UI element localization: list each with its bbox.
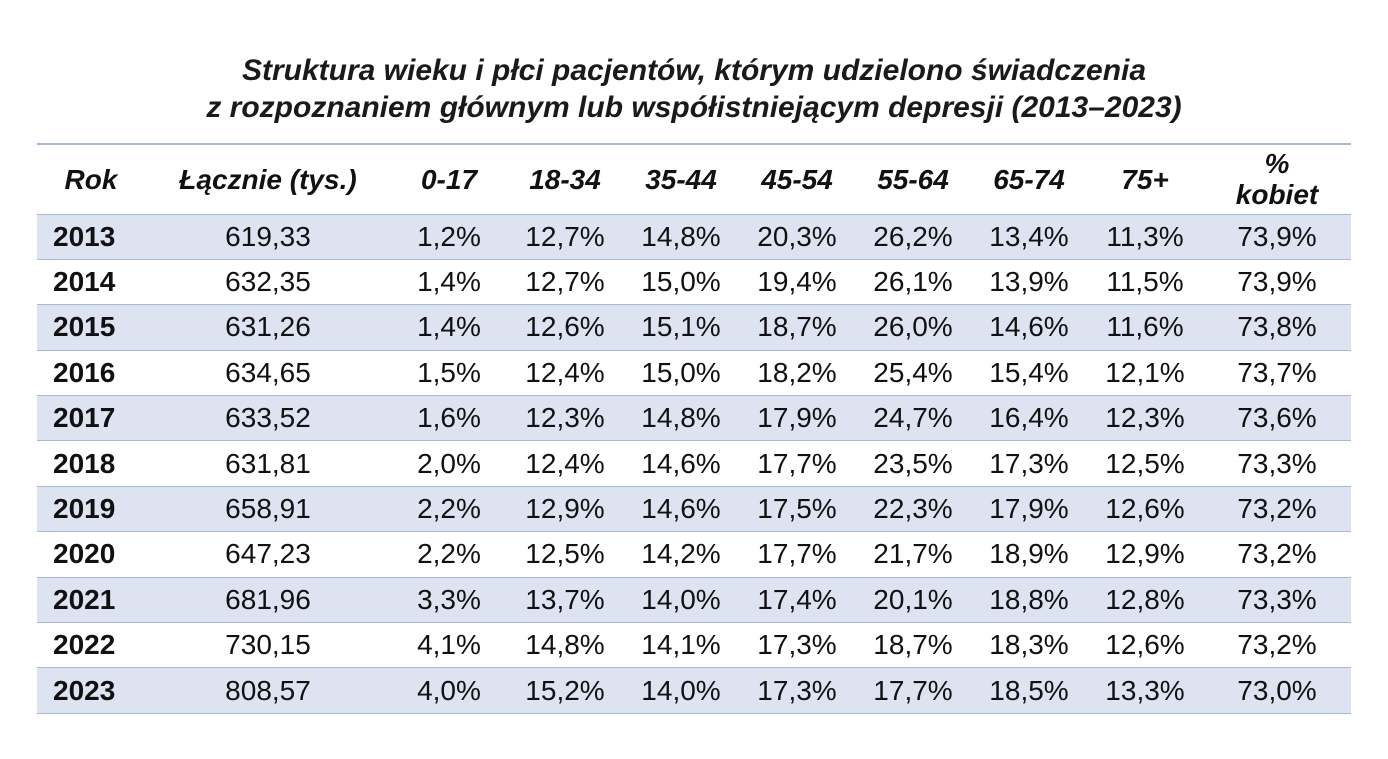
percent-women-cell: 73,9% xyxy=(1203,259,1351,304)
age-35-44-cell: 15,1% xyxy=(623,305,739,350)
age-35-44-cell: 14,8% xyxy=(623,214,739,259)
age-0-17-cell: 1,5% xyxy=(391,350,507,395)
percent-women-cell: 73,2% xyxy=(1203,623,1351,668)
total-cell: 647,23 xyxy=(145,532,391,577)
age-65-74-cell: 13,9% xyxy=(971,259,1087,304)
year-cell: 2019 xyxy=(37,486,145,531)
column-header-age-75-plus: 75+ xyxy=(1087,144,1203,214)
column-header-age-65-74: 65-74 xyxy=(971,144,1087,214)
age-35-44-cell: 14,0% xyxy=(623,668,739,713)
age-18-34-cell: 12,4% xyxy=(507,441,623,486)
year-cell: 2014 xyxy=(37,259,145,304)
age-0-17-cell: 2,2% xyxy=(391,486,507,531)
column-header-age-45-54: 45-54 xyxy=(739,144,855,214)
age-55-64-cell: 17,7% xyxy=(855,668,971,713)
age-18-34-cell: 12,5% xyxy=(507,532,623,577)
age-18-34-cell: 12,6% xyxy=(507,305,623,350)
percent-women-cell: 73,0% xyxy=(1203,668,1351,713)
age-0-17-cell: 2,0% xyxy=(391,441,507,486)
age-75-plus-cell: 11,6% xyxy=(1087,305,1203,350)
column-header-age-35-44: 35-44 xyxy=(623,144,739,214)
age-75-plus-cell: 12,3% xyxy=(1087,396,1203,441)
age-75-plus-cell: 12,8% xyxy=(1087,577,1203,622)
table-row xyxy=(37,441,1351,486)
total-cell: 681,96 xyxy=(145,577,391,622)
age-0-17-cell: 2,2% xyxy=(391,532,507,577)
column-header-age-18-34: 18-34 xyxy=(507,144,623,214)
age-45-54-cell: 19,4% xyxy=(739,259,855,304)
data-table xyxy=(37,143,1351,714)
age-35-44-cell: 15,0% xyxy=(623,350,739,395)
total-cell: 634,65 xyxy=(145,350,391,395)
age-75-plus-cell: 11,5% xyxy=(1087,259,1203,304)
table-title-line-1: Struktura wieku i płci pacjentów, którym udzielono świadczenia xyxy=(241,54,1147,87)
age-65-74-cell: 18,8% xyxy=(971,577,1087,622)
age-55-64-cell: 20,1% xyxy=(855,577,971,622)
age-0-17-cell: 3,3% xyxy=(391,577,507,622)
year-cell: 2017 xyxy=(37,396,145,441)
column-header-age-55-64: 55-64 xyxy=(855,144,971,214)
table-title xyxy=(0,52,1388,126)
age-35-44-cell: 14,8% xyxy=(623,396,739,441)
age-75-plus-cell: 12,6% xyxy=(1087,486,1203,531)
age-45-54-cell: 18,2% xyxy=(739,350,855,395)
year-cell: 2013 xyxy=(37,214,145,259)
age-0-17-cell: 4,1% xyxy=(391,623,507,668)
age-0-17-cell: 1,2% xyxy=(391,214,507,259)
age-35-44-cell: 15,0% xyxy=(623,259,739,304)
age-65-74-cell: 13,4% xyxy=(971,214,1087,259)
age-35-44-cell: 14,0% xyxy=(623,577,739,622)
age-75-plus-cell: 12,6% xyxy=(1087,623,1203,668)
age-65-74-cell: 18,3% xyxy=(971,623,1087,668)
age-65-74-cell: 18,9% xyxy=(971,532,1087,577)
age-75-plus-cell: 11,3% xyxy=(1087,214,1203,259)
age-35-44-cell: 14,2% xyxy=(623,532,739,577)
column-header-age-0-17: 0-17 xyxy=(391,144,507,214)
table-row xyxy=(37,577,1351,622)
age-65-74-cell: 15,4% xyxy=(971,350,1087,395)
age-35-44-cell: 14,6% xyxy=(623,441,739,486)
age-75-plus-cell: 12,9% xyxy=(1087,532,1203,577)
age-65-74-cell: 18,5% xyxy=(971,668,1087,713)
column-header-percent-women-line-2: kobiet xyxy=(1235,179,1319,211)
percent-women-cell: 73,2% xyxy=(1203,532,1351,577)
age-18-34-cell: 14,8% xyxy=(507,623,623,668)
year-cell: 2018 xyxy=(37,441,145,486)
column-header-percent-women-line-1: % xyxy=(1264,148,1290,180)
age-35-44-cell: 14,1% xyxy=(623,623,739,668)
age-18-34-cell: 12,7% xyxy=(507,259,623,304)
age-45-54-cell: 17,7% xyxy=(739,532,855,577)
age-18-34-cell: 12,4% xyxy=(507,350,623,395)
age-75-plus-cell: 13,3% xyxy=(1087,668,1203,713)
year-cell: 2022 xyxy=(37,623,145,668)
age-45-54-cell: 18,7% xyxy=(739,305,855,350)
header-row xyxy=(37,144,1351,214)
table-row xyxy=(37,214,1351,259)
age-65-74-cell: 17,3% xyxy=(971,441,1087,486)
table-row xyxy=(37,623,1351,668)
table-title-line-2: z rozpoznaniem głównym lub współistniejącym depresji (2013–2023) xyxy=(206,91,1182,124)
table-row xyxy=(37,486,1351,531)
column-header-rok: Rok xyxy=(37,144,145,214)
total-cell: 632,35 xyxy=(145,259,391,304)
table-row xyxy=(37,305,1351,350)
age-0-17-cell: 1,4% xyxy=(391,305,507,350)
percent-women-cell: 73,8% xyxy=(1203,305,1351,350)
year-cell: 2015 xyxy=(37,305,145,350)
age-18-34-cell: 15,2% xyxy=(507,668,623,713)
age-45-54-cell: 17,4% xyxy=(739,577,855,622)
age-18-34-cell: 12,7% xyxy=(507,214,623,259)
age-18-34-cell: 12,3% xyxy=(507,396,623,441)
total-cell: 631,26 xyxy=(145,305,391,350)
total-cell: 619,33 xyxy=(145,214,391,259)
age-45-54-cell: 17,5% xyxy=(739,486,855,531)
age-0-17-cell: 1,4% xyxy=(391,259,507,304)
age-75-plus-cell: 12,1% xyxy=(1087,350,1203,395)
age-55-64-cell: 26,1% xyxy=(855,259,971,304)
age-65-74-cell: 16,4% xyxy=(971,396,1087,441)
table-row xyxy=(37,259,1351,304)
year-cell: 2020 xyxy=(37,532,145,577)
column-header-lacznie: Łącznie (tys.) xyxy=(145,144,391,214)
age-45-54-cell: 17,9% xyxy=(739,396,855,441)
age-18-34-cell: 13,7% xyxy=(507,577,623,622)
total-cell: 808,57 xyxy=(145,668,391,713)
age-65-74-cell: 17,9% xyxy=(971,486,1087,531)
percent-women-cell: 73,2% xyxy=(1203,486,1351,531)
age-75-plus-cell: 12,5% xyxy=(1087,441,1203,486)
table-row xyxy=(37,350,1351,395)
age-45-54-cell: 20,3% xyxy=(739,214,855,259)
age-55-64-cell: 26,0% xyxy=(855,305,971,350)
column-header-percent-women xyxy=(1203,144,1351,214)
table-row xyxy=(37,396,1351,441)
table-body xyxy=(37,214,1351,713)
age-55-64-cell: 26,2% xyxy=(855,214,971,259)
age-55-64-cell: 22,3% xyxy=(855,486,971,531)
age-55-64-cell: 21,7% xyxy=(855,532,971,577)
year-cell: 2021 xyxy=(37,577,145,622)
age-45-54-cell: 17,3% xyxy=(739,623,855,668)
table-row xyxy=(37,668,1351,713)
percent-women-cell: 73,6% xyxy=(1203,396,1351,441)
total-cell: 633,52 xyxy=(145,396,391,441)
data-table-container xyxy=(37,143,1351,714)
percent-women-cell: 73,3% xyxy=(1203,441,1351,486)
age-55-64-cell: 25,4% xyxy=(855,350,971,395)
total-cell: 658,91 xyxy=(145,486,391,531)
table-row xyxy=(37,532,1351,577)
age-0-17-cell: 4,0% xyxy=(391,668,507,713)
age-45-54-cell: 17,7% xyxy=(739,441,855,486)
age-18-34-cell: 12,9% xyxy=(507,486,623,531)
year-cell: 2016 xyxy=(37,350,145,395)
percent-women-cell: 73,7% xyxy=(1203,350,1351,395)
total-cell: 631,81 xyxy=(145,441,391,486)
age-55-64-cell: 23,5% xyxy=(855,441,971,486)
age-45-54-cell: 17,3% xyxy=(739,668,855,713)
percent-women-cell: 73,3% xyxy=(1203,577,1351,622)
age-35-44-cell: 14,6% xyxy=(623,486,739,531)
total-cell: 730,15 xyxy=(145,623,391,668)
age-65-74-cell: 14,6% xyxy=(971,305,1087,350)
age-55-64-cell: 18,7% xyxy=(855,623,971,668)
year-cell: 2023 xyxy=(37,668,145,713)
age-55-64-cell: 24,7% xyxy=(855,396,971,441)
percent-women-cell: 73,9% xyxy=(1203,214,1351,259)
age-0-17-cell: 1,6% xyxy=(391,396,507,441)
